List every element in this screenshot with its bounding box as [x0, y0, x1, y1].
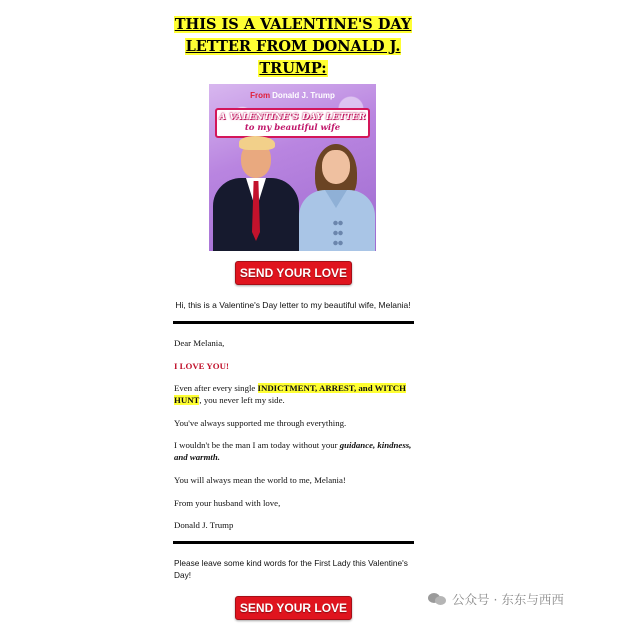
hero-banner-title: A VALENTINE'S DAY LETTER: [219, 112, 366, 122]
closing-text: Please leave some kind words for the First Lady this Valentine's Day!: [174, 558, 408, 580]
divider-bottom: [173, 541, 414, 544]
hero-from-name: Donald J. Trump: [272, 91, 335, 100]
watermark: [428, 590, 564, 608]
letter-greeting: Dear Melania,: [174, 338, 225, 348]
letter-signature: Donald J. Trump: [174, 520, 234, 530]
watermark-text: 公众号 · 东东与西西: [452, 592, 564, 607]
emphasis-guidance: guidance, kindness, and warmth.: [174, 440, 412, 462]
hero-banner: [215, 108, 370, 138]
letter-paragraph-4: You will always mean the world to me, Melania!: [174, 475, 346, 485]
highlight-indictment: INDICTMENT, ARREST, and WITCH HUNT: [174, 383, 406, 405]
hero-from-prefix: From: [250, 91, 271, 100]
intro-text: Hi, this is a Valentine's Day letter to my beautiful wife, Melania!: [175, 300, 411, 310]
send-love-button-top[interactable]: SEND YOUR LOVE: [235, 261, 352, 285]
headline-line-1: THIS IS A VALENTINE'S DAY: [174, 16, 412, 33]
send-love-button-bottom[interactable]: SEND YOUR LOVE: [235, 596, 352, 620]
divider-top: [173, 321, 414, 324]
letter-love: I LOVE YOU!: [174, 361, 229, 371]
wechat-icon: [428, 592, 448, 606]
hero-from-line: [209, 91, 376, 100]
letter-paragraph-3: I wouldn't be the man I am today without your guidance, kindness, and warmth.: [174, 440, 412, 462]
headline-line-2: LETTER FROM DONALD J.: [185, 38, 401, 55]
hero-image: [209, 84, 376, 251]
letter-paragraph-2: You've always supported me through everything.: [174, 418, 347, 428]
headline: [170, 14, 416, 80]
letter-paragraph-5: From your husband with love,: [174, 498, 281, 508]
hero-banner-subtitle: to my beautiful wife: [244, 123, 341, 133]
letter-paragraph-1: Even after every single INDICTMENT, ARREST, and WITCH HUNT, you never left my side.: [174, 383, 406, 405]
headline-line-3: TRUMP:: [259, 60, 327, 77]
